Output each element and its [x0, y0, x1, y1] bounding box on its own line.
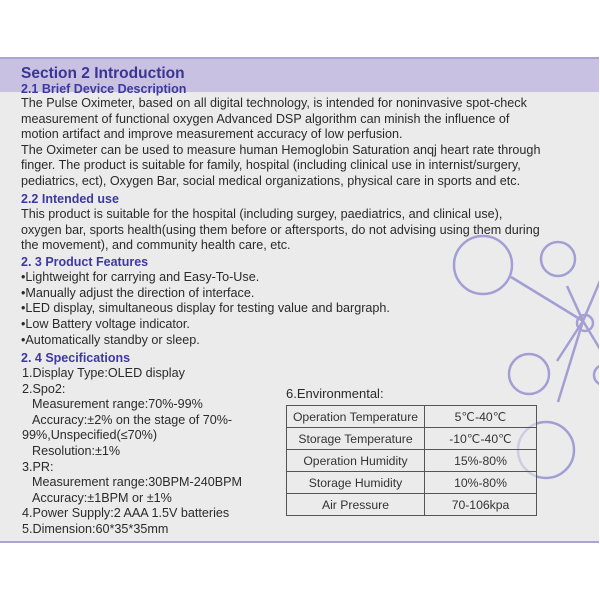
feature-item: •Lightweight for carrying and Easy-To-Use.	[21, 270, 260, 284]
table-row	[287, 450, 537, 472]
table-row	[287, 406, 537, 428]
env-label: Storage Humidity	[287, 472, 425, 494]
env-value: 10%-80%	[425, 472, 537, 494]
spec-line: Resolution:±1%	[32, 443, 121, 458]
env-value: 5℃-40℃	[425, 406, 537, 428]
env-value: -10℃-40℃	[425, 428, 537, 450]
decoration-circle	[577, 315, 593, 331]
env-value: 70-106kpa	[425, 494, 537, 516]
spec-line: 3.PR:	[22, 459, 54, 474]
brief-description-heading: 2.1 Brief Device Description	[21, 82, 187, 96]
spec-line: 5.Dimension:60*35*35mm	[22, 521, 169, 536]
environmental-table	[286, 405, 537, 516]
spec-line: Accuracy:±2% on the stage of 70%-	[32, 412, 233, 427]
feature-item: •Automatically standby or sleep.	[21, 332, 200, 347]
manual-page	[0, 57, 599, 543]
decoration-circle	[541, 242, 575, 276]
feature-item: •LED display, simultaneous display for testing value and bargraph.	[21, 301, 390, 316]
decoration-link	[583, 281, 599, 321]
decoration-link	[511, 277, 583, 321]
decoration-link	[558, 321, 583, 402]
env-label: Air Pressure	[287, 494, 425, 516]
env-label: Operation Temperature	[287, 406, 425, 428]
specifications-list	[22, 366, 242, 538]
spec-line: Measurement range:30BPM-240BPM	[32, 475, 242, 490]
decoration-link	[557, 321, 583, 361]
feature-item: •Low Battery voltage indicator.	[21, 317, 190, 332]
specifications-heading: 2. 4 Specifications	[21, 351, 131, 365]
decoration-circle	[509, 354, 549, 394]
table-row	[287, 472, 537, 494]
product-features-list	[21, 270, 390, 349]
feature-item: •Manually adjust the direction of interface.	[21, 285, 255, 300]
spec-line: Accuracy:±1BPM or ±1%	[32, 490, 172, 505]
spec-line: Measurement range:70%-99%	[32, 397, 203, 412]
env-label: Storage Temperature	[287, 428, 425, 450]
table-row	[287, 428, 537, 450]
intended-use-heading: 2.2 Intended use	[21, 192, 119, 206]
spec-line: 1.Display Type:OLED display	[22, 366, 185, 380]
intended-use-text: This product is suitable for the hospital (including surgey, paediatrics, and clinical use), oxygen bar, sports health(using them before or aftersports, do not advising using them during the movement), and community health care, etc.	[21, 207, 540, 253]
product-features-heading: 2. 3 Product Features	[21, 255, 149, 269]
environmental-title: 6.Environmental:	[286, 386, 384, 401]
decoration-link	[583, 321, 599, 349]
brief-description-text: The Pulse Oximeter, based on all digital technology, is intended for noninvasive spot-check measurement of functional oxygen Advanced DSP algorithm can minish the influence of motion artifact and improve measurement accuracy of low perfusion. The Oximeter can be used to measure human Hemoglobin Saturation anqj heart rate through finger. The product is suitable for family, hospital (including clinical use in internist/surgery, pediatrics, ect), Oxygen Bar, social medical organizations, physical care in sports and etc.	[21, 96, 541, 188]
decoration-link	[567, 286, 583, 321]
decoration-circle	[594, 365, 599, 385]
spec-line: 4.Power Supply:2 AAA 1.5V batteries	[22, 506, 230, 521]
env-value: 15%-80%	[425, 450, 537, 472]
section-title: Section 2 Introduction	[21, 65, 185, 82]
spec-line: 2.Spo2:	[22, 381, 66, 396]
env-label: Operation Humidity	[287, 450, 425, 472]
table-row	[287, 494, 537, 516]
spec-line: 99%,Unspecified(≤70%)	[22, 428, 158, 443]
